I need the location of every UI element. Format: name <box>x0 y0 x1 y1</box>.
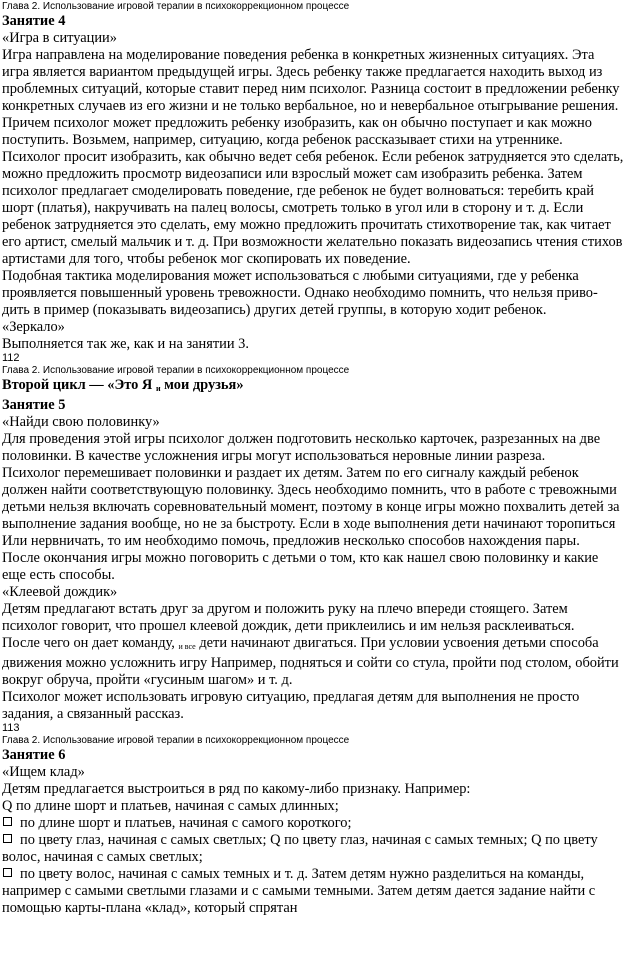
game-title: «Клеевой дождик» <box>2 584 118 600</box>
list-item <box>2 866 624 883</box>
paragraph: Детям предлагают встать друг за другом и положить руку на плечо впереди стоящего. Затем психолог говорит, что прошел клеевой дождик, дети приклеились и им нельзя расклеиваться. <box>2 601 575 634</box>
running-header: Глава 2. Использование игровой терапии в психокоррекционном процессе <box>2 735 350 746</box>
list-item-text: по длине шорт и платьев, начиная с самого короткого; <box>20 815 352 831</box>
paragraph-subscript: и все <box>178 642 196 651</box>
cycle-title-end: мои друзья» <box>164 377 244 393</box>
paragraph: Игра направлена на моделирование поведения ребенка в конкретных жизненных ситуациях. Эта игра является вариантом предыдущей игры. Здесь ребенку также предлагается находить выход из проблемных ситуаций, которые ставит перед ним психолог. Разница состоит в предложении ребенку конкретных случаев из его жизни и не только вербальное, но и невербальное отыгрывание решения. Причем психолог может предложить ребенку изобразить, как он обычно поступает и как можно поступить. Возьмем, например, ситуацию, когда ребенок рассказывает стихи на утреннике. Психолог просит изобразить, как обычно ведет себя ребенок. Если ребенок затрудняется это сделать, можно предложить просмотр видеозаписи или взрослый может сам изобразить ребенка. Затем психолог предлагает смоделировать поведение, где ребенок не будет волноваться: теребить край шорт (платья), накручивать на палец волосы, смотреть только в угол или в сторону и т. д. Если ребенок затрудняется это сделать, ему можно предложить прочитать стихотворение так, как читает его артист, смелый мальчик и т. д. При возможности желательно показать видеозапись чтения стихов артистами для того, чтобы ребенок мог скопировать их поведение. <box>2 47 624 267</box>
paragraph-text: дети начинают двигаться. При условии усвоения детьми способа движения можно усложнить игру Например, подняться и сойти со стула, пройти под столом, обойти вокруг обруча, пройти «гусиным шагом» и т. д. <box>2 635 619 688</box>
paragraph: Детям предлагается выстроиться в ряд по какому-либо признаку. Например: <box>2 781 471 797</box>
list-item: Q по длине шорт и платьев, начиная с самых длинных; <box>2 798 339 814</box>
lesson-title: Занятие 6 <box>2 747 66 763</box>
game-title: «Найди свою половинку» <box>2 414 160 430</box>
paragraph: Психолог перемешивает половинки и раздает их детям. Затем по его сигналу каждый ребенок должен найти соответствующую половинку. Здесь необходимо помнить, что в работе с тревожными детьми нельзя включать соревновательный момент, поэтому в конце игры можно похвалить детей за выполнение задания вообще, но не за быстроту. Если в ходе выполнения дети начинают торопиться Или нервничать, то им необходимо помочь, предложив несколько способов нахождения пары. <box>2 465 620 549</box>
page-number: 113 <box>2 722 20 734</box>
list-item-text: по цвету глаз, начиная с самых светлых; Q по цвету глаз, начиная с самых темных; Q по цвету волос, начиная с самых светлых; <box>2 832 598 865</box>
checkbox-square-icon <box>3 817 12 826</box>
list-item <box>2 832 624 866</box>
paragraph: Выполняется так же, как и на занятии 3. <box>2 336 249 352</box>
running-header: Глава 2. Использование игровой терапии в психокоррекционном процессе <box>2 1 350 12</box>
running-header: Глава 2. Использование игровой терапии в психокоррекционном процессе <box>2 365 350 376</box>
paragraph: После окончания игры можно поговорить с детьми о том, кто как нашел свою половинку и какие еще есть способы. <box>2 550 599 583</box>
checkbox-square-icon <box>3 868 12 877</box>
paragraph <box>2 635 624 689</box>
game-title: «Ищем клад» <box>2 764 85 780</box>
page-number: 112 <box>2 352 20 364</box>
list-item-text: по цвету волос, начиная с самых темных и т. д. Затем детям нужно разделиться на команды, <box>20 866 585 882</box>
game-title: «Зеркало» <box>2 319 65 335</box>
lesson-title: Занятие 5 <box>2 397 66 413</box>
paragraph-text: После чего он дает команду, <box>2 635 175 651</box>
paragraph: Психолог может использовать игровую ситуацию, предлагая детям для выполнения не просто задания, а связанный рассказ. <box>2 689 580 722</box>
paragraph: Подобная тактика моделирования может использоваться с любыми ситуациями, где у ребенка проявляется повышенный уровень тревожности. Однако необходимо помнить, что нельзя приво-дить в пример (показывать видеозапись) других детей группы, в которую ходит ребенок. <box>2 268 598 318</box>
game-title: «Игра в ситуации» <box>2 30 117 46</box>
lesson-title: Занятие 4 <box>2 13 66 29</box>
paragraph: Для проведения этой игры психолог должен подготовить несколько карточек, разрезанных на две половинки. В качестве усложнения игры могут использоваться неровные линии разреза. <box>2 431 601 464</box>
paragraph: например с самыми светлыми глазами и с самыми темными. Затем детям дается задание найти с помощью карты-плана «клад», который спрятан <box>2 883 596 916</box>
cycle-title-text: Второй цикл — «Это Я <box>2 377 153 393</box>
checkbox-square-icon <box>3 834 12 843</box>
cycle-title <box>2 377 624 397</box>
cycle-title-subscript: и <box>155 384 161 393</box>
document-page <box>0 1 624 958</box>
list-item <box>2 815 624 832</box>
